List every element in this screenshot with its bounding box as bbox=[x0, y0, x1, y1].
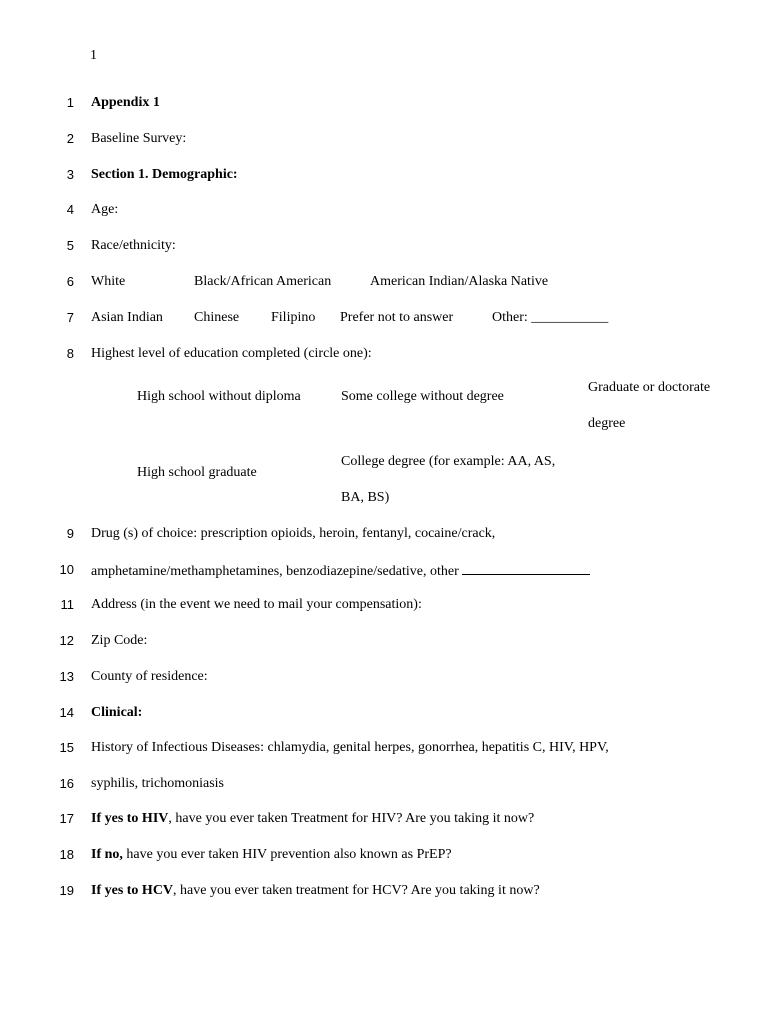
zip-question: Zip Code: bbox=[91, 633, 148, 648]
line-number: 6 bbox=[66, 274, 74, 289]
line-number: 3 bbox=[66, 167, 74, 182]
race-question: Race/ethnicity: bbox=[91, 238, 176, 253]
county-question: County of residence: bbox=[91, 669, 208, 684]
age-question: Age: bbox=[91, 202, 119, 217]
other-drug-blank[interactable] bbox=[462, 562, 590, 575]
line-number: 5 bbox=[66, 238, 74, 253]
line-number: 10 bbox=[59, 562, 74, 577]
line-number: 14 bbox=[59, 705, 74, 720]
hcv-condition: If yes to HCV bbox=[91, 883, 174, 898]
race-option-asian-indian[interactable]: Asian Indian bbox=[91, 310, 163, 325]
section-heading: Section 1. Demographic: bbox=[91, 167, 238, 182]
edu-option-college-degree-cont[interactable]: BA, BS) bbox=[341, 490, 390, 505]
line-number: 12 bbox=[59, 633, 74, 648]
edu-option-graduate-cont[interactable]: degree bbox=[588, 416, 626, 431]
survey-title: Baseline Survey: bbox=[91, 131, 187, 146]
prep-text: have you ever taken HIV prevention also known as PrEP? bbox=[122, 847, 452, 862]
race-option-white[interactable]: White bbox=[91, 274, 126, 289]
hcv-treatment-question bbox=[91, 883, 540, 899]
edu-option-college-degree[interactable]: College degree (for example: AA, AS, bbox=[341, 454, 556, 469]
infectious-disease-question-cont: syphilis, trichomoniasis bbox=[91, 776, 224, 791]
clinical-heading: Clinical: bbox=[91, 705, 143, 720]
line-number: 15 bbox=[59, 740, 74, 755]
prep-question bbox=[91, 847, 452, 863]
edu-option-some-college[interactable]: Some college without degree bbox=[341, 389, 504, 404]
line-number: 18 bbox=[59, 847, 74, 862]
line-number: 2 bbox=[66, 131, 74, 146]
line-number: 9 bbox=[66, 526, 74, 541]
drug-question-cont-text: amphetamine/methamphetamines, benzodiazepine/sedative, other bbox=[91, 564, 459, 579]
race-option-other[interactable]: Other: ___________ bbox=[492, 310, 609, 325]
line-number: 17 bbox=[59, 811, 74, 826]
line-number: 7 bbox=[66, 310, 74, 325]
hcv-treatment-text: , have you ever taken treatment for HCV? Are you taking it now? bbox=[173, 883, 540, 898]
edu-option-graduate[interactable]: Graduate or doctorate bbox=[588, 380, 711, 395]
line-number: 1 bbox=[66, 95, 74, 110]
infectious-disease-question: History of Infectious Diseases: chlamydia, genital herpes, gonorrhea, hepatitis C, HIV, HPV, bbox=[91, 740, 609, 755]
line-number: 16 bbox=[59, 776, 74, 791]
race-option-prefer-not[interactable]: Prefer not to answer bbox=[340, 310, 454, 325]
edu-option-hs-no-diploma[interactable]: High school without diploma bbox=[137, 389, 301, 404]
line-number: 13 bbox=[59, 669, 74, 684]
prep-condition: If no, bbox=[91, 847, 123, 862]
race-option-chinese[interactable]: Chinese bbox=[194, 310, 240, 325]
race-option-american-indian[interactable]: American Indian/Alaska Native bbox=[370, 274, 549, 289]
race-option-filipino[interactable]: Filipino bbox=[271, 310, 316, 325]
hiv-treatment-text: , have you ever taken Treatment for HIV? Are you taking it now? bbox=[168, 811, 535, 826]
race-option-black[interactable]: Black/African American bbox=[194, 274, 332, 289]
hiv-condition: If yes to HIV bbox=[91, 811, 169, 826]
page-number: 1 bbox=[90, 48, 97, 63]
appendix-heading: Appendix 1 bbox=[91, 95, 160, 110]
education-question: Highest level of education completed (circle one): bbox=[91, 346, 372, 361]
drug-question: Drug (s) of choice: prescription opioids, heroin, fentanyl, cocaine/crack, bbox=[91, 526, 496, 541]
line-number: 19 bbox=[59, 883, 74, 898]
line-number: 8 bbox=[66, 346, 74, 361]
drug-question-cont bbox=[91, 562, 590, 580]
address-question: Address (in the event we need to mail your compensation): bbox=[91, 597, 422, 612]
hiv-treatment-question bbox=[91, 811, 534, 827]
line-number: 4 bbox=[66, 202, 74, 217]
edu-option-hs-graduate[interactable]: High school graduate bbox=[137, 465, 257, 480]
line-number: 11 bbox=[60, 597, 74, 612]
